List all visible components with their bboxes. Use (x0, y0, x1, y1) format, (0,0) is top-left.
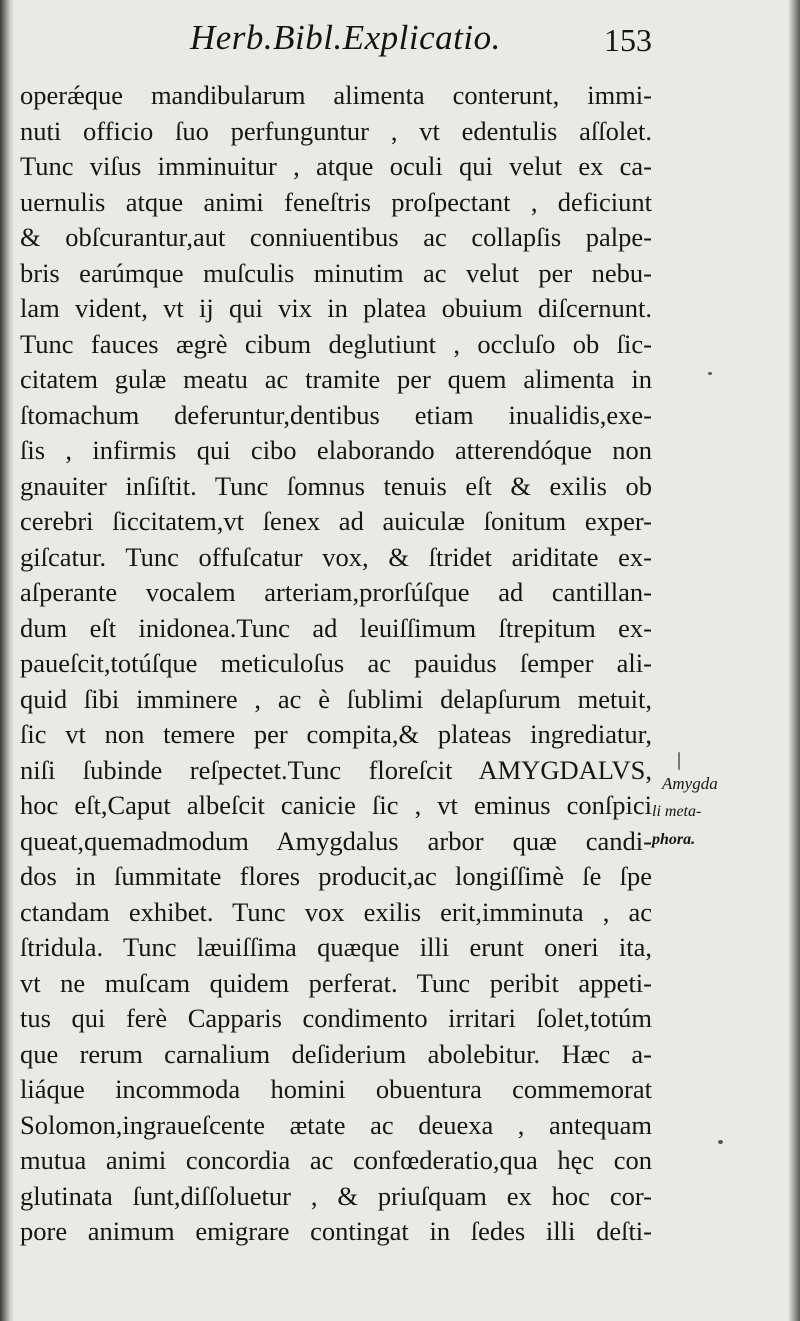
text-line: mutua animi concordia ac confœderatio,qua hęc con (20, 1145, 652, 1175)
text-line: cerebri ſiccitatem,vt ſenex ad auiculæ ſonitum exper- (20, 506, 652, 536)
paper-speck (718, 1140, 723, 1144)
text-line: Tunc fauces ægrè cibum deglutiunt , occluſo ob ſic- (20, 328, 652, 359)
text-line: gnauiter inſiſtit. Tunc ſomnus tenuis eſt & exilis ob (20, 470, 652, 501)
text-line: ſtomachum deferuntur,dentibus etiam inualidis,exe- (20, 399, 652, 430)
page-number: 153 (604, 22, 652, 58)
marginal-note-line: li meta- (652, 803, 702, 820)
marginal-note-line: phora. (652, 831, 696, 848)
text-line: Solomon,ingraueſcente ætate ac deuexa , antequam (20, 1109, 652, 1140)
text-line: operǽque mandibularum alimenta conterunt, immi- (20, 80, 652, 110)
paper-speck (708, 372, 712, 375)
page-edge (788, 0, 800, 1321)
text-line: dos in ſummitate flores producit,ac longiſſimè ſe ſpe (20, 861, 652, 891)
text-line: & obſcurantur,aut conniuentibus ac collapſis palpe- (20, 222, 652, 252)
text-line: hoc eſt,Caput albeſcit canicie ſic , vt eminus conſpici (20, 790, 652, 820)
text-line: ſtridula. Tunc læuiſſima quæque illi erunt oneri ita, (20, 932, 652, 962)
text-line: lam vident, vt ij qui vix in platea obuium diſcernunt. (20, 293, 652, 323)
body-text (20, 78, 652, 1250)
text-line: quid ſibi imminere , ac è ſublimi delapſurum metuit, (20, 683, 652, 714)
text-line: que rerum carnalium deſiderium abolebitur. Hæc a- (20, 1038, 652, 1069)
text-line: giſcatur. Tunc offuſcatur vox, & ſtridet ariditate ex- (20, 541, 652, 572)
text-line: Tunc viſus imminuitur , atque oculi qui velut ex ca- (20, 151, 652, 181)
text-line: tus qui ferè Capparis condimento irritari ſolet,totúm (20, 1003, 652, 1033)
text-line: glutinata ſunt,diſſoluetur , & priuſquam ex hoc cor- (20, 1180, 652, 1211)
marginal-note-line: Amygda (662, 774, 718, 793)
text-line: vt ne muſcam quidem perferat. Tunc peribit appeti- (20, 967, 652, 998)
text-line: uernulis atque animi feneſtris proſpectant , deficiunt (20, 186, 652, 217)
text-line: ctandam exhibet. Tunc vox exilis erit,imminuta , ac (20, 896, 652, 927)
running-title: Herb.Bibl.Explicatio. (190, 18, 501, 57)
text-line: dum eſt inidonea.Tunc ad leuiſſimum ſtrepitum ex- (20, 612, 652, 643)
text-line: ſic vt non temere per compita,& plateas ingrediatur, (20, 719, 652, 749)
text-line: citatem gulæ meatu ac tramite per quem alimenta in (20, 364, 652, 394)
text-line: ſis , infirmis qui cibo elaborando atterendóque non (20, 435, 652, 465)
page-gutter-shadow (0, 0, 14, 1321)
page-header (190, 18, 670, 68)
marginal-note (652, 770, 772, 854)
text-line: bris earúmque muſculis minutim ac velut per nebu- (20, 257, 652, 288)
text-line: pore animum emigrare contingat in ſedes illi deſti- (20, 1216, 652, 1246)
text-line: aſperante vocalem arteriam,prorſúſque ad cantillan- (20, 577, 652, 607)
text-line: queat,quemadmodum Amygdalus arbor quæ candi- (20, 825, 652, 856)
text-line: paueſcit,totúſque meticuloſus ac pauidus ſemper ali- (20, 648, 652, 678)
paper-speck (678, 752, 680, 770)
text-line: niſi ſubinde reſpectet.Tunc floreſcit AMYGDALVS, (20, 754, 652, 785)
text-line: liáque incommoda homini obuentura commemorat (20, 1074, 652, 1104)
text-line: nuti officio ſuo perfunguntur , vt edentulis aſſolet. (20, 115, 652, 146)
